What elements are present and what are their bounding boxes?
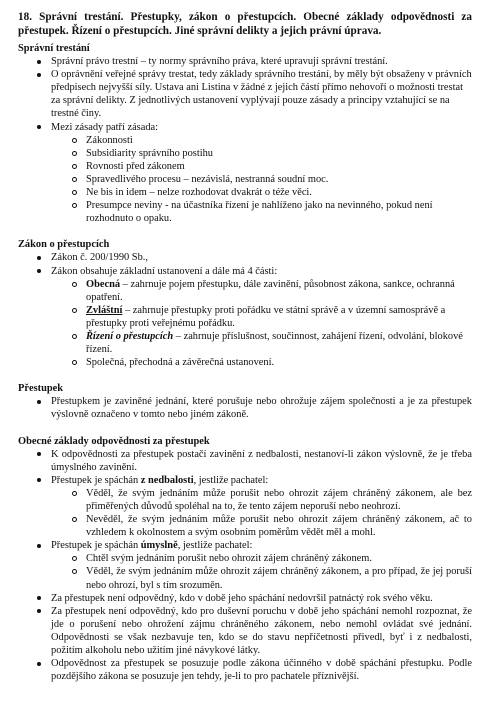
list-item [51,68,472,120]
sub-list-item [86,330,472,356]
section-heading-obecne-zaklady: Obecné základy odpovědnosti za přestupek [18,435,210,447]
sub-list-item: Ne bis in idem – nelze rozhodovat dvakrát o téže věci. [86,186,472,199]
list-item-text: , jestliže pachatel: [193,474,269,486]
sub-list-item: Rovnosti před zákonem [86,160,472,173]
emphasis-umyslne: úmyslně [140,540,178,552]
list-item [51,121,472,226]
part-label-zvlastni: Zvláštní [86,304,123,316]
list-item-text: , jestliže pachatel: [177,540,253,552]
part-text: – zahrnuje pojem přestupku, dále zavinění, působnost zákona, sankce, ochranná opatření. [86,278,455,303]
list-item-text: Zákon obsahuje základní ustanovení a dále má 4 části: [51,265,278,277]
list-item: Přestupkem je zaviněné jednání, které porušuje nebo ohrožuje zájem společnosti a je za přestupek výslovně označeno v tomto nebo jiném zákoně. [51,396,472,421]
list-item: Za přestupek není odpovědný, kdo v době jeho spáchání nedovršil patnáctý rok svého věku. [51,592,472,605]
list-item [51,474,472,539]
sub-list-item: Spravedlivého procesu – nezávislá, nestranná soudní moc. [86,173,472,186]
sub-list-nedbalost [51,487,472,539]
part-text: – zahrnuje příslušnost, součinnost, zahájení řízení, odvolání, blokové řízení. [86,330,463,356]
list-item [51,265,472,370]
page-title: 18. Správní trestání. Přestupky, zákon o přestupcích. Obecné základy odpovědnosti za přestupek. Řízení o přestupcích. Jiné správní delikty a jejich právní úprava. [18,11,472,37]
list-item-text: Přestupek je spáchán [51,474,141,486]
sub-list-item: Věděl, že svým jednáním může porušit nebo ohrozit zájem chráněný zákonem, ale bez přiměřených důvodů spoléhal na to, že tento zájem neporuší nebo neohrozí. [86,487,472,512]
list-item-text: Přestupek je spáchán [51,540,141,552]
part-label-obecna: Obecná [86,278,121,290]
sub-list-item: Presumpce neviny - na účastníka řízení je nahlíženo jako na nevinného, pokud není rozhodnuto o opaku. [86,199,472,225]
list-item-text: Správní právo trestní – ty normy správního práva, které upravují správní trestání. [51,56,388,68]
sub-list-item: Věděl, že svým jednáním může ohrozit zájem chráněný zákonem, a pro případ, že jej poruší nebo ohrozí, byl s tím srozuměn. [86,566,472,591]
section-list-zakon [16,251,472,369]
sub-list-item [86,304,472,330]
sub-list-item: Zákonnosti [86,134,472,147]
list-item [51,55,472,68]
list-item-text: Mezi zásady patří zásada: [51,121,159,133]
list-item: Zákon č. 200/1990 Sb., [51,251,472,264]
list-item: Za přestupek není odpovědný, kdo pro duševní poruchu v době jeho spáchání nemohl rozpoznat, že jde o porušení nebo ohrožení zájmu chráněného zákonem, nebo nemohl ovládat své jednání. Odpovědnosti se však nezbavuje ten, kdo se do stavu nepříčetnosti přivedl, byť i z nedbalosti, požitím alkoholu nebo užitím jiné návykové látky. [51,605,472,657]
sub-list-item: Subsidiarity správního postihu [86,147,472,160]
section-heading-spravni-trestani: Správní trestání [18,43,90,54]
list-item: K odpovědnosti za přestupek postačí zavinění z nedbalosti, nestanoví-li zákon výslovně, že je třeba úmyslného zavinění. [51,448,472,473]
sub-list-item: Společná, přechodná a závěrečná ustanovení. [86,356,472,369]
list-item: Odpovědnost za přestupek se posuzuje podle zákona účinného v době spáchání přestupku. Podle pozdějšího zákona se posuzuje jen tehdy, je-li to pro pachatele příznivější. [51,658,472,683]
sub-list-casti [51,278,472,370]
sub-list-zasady [51,134,472,226]
list-item [51,539,472,591]
sub-list-item: Chtěl svým jednáním porušit nebo ohrozit zájem chráněný zákonem. [86,552,472,565]
emphasis-nedbalost: z nedbalosti [140,474,194,486]
list-item-text: O oprávnění veřejné správy trestat, tedy základy správního trestání, by měly být obsaženy v právních předpisech nejvyšší síly. Ustava ani Listina v žádné z jejich částí přímo nehovoří o možnosti trestat za správní delikty. Z jednotlivých ustanovení vyplývají pouze zásady a principy vztahující se na trestné činy. [51,69,472,120]
sub-list-umysl [51,552,472,591]
part-text: – zahrnuje přestupky proti pořádku ve státní správě a v územní samosprávě a přestupky proti veřejnému pořádku. [86,304,446,329]
part-label-rizeni: Řízení o přestupcích [86,330,174,342]
section-list-obecne-zaklady [16,448,472,684]
section-heading-zakon-o-prestupcich: Zákon o přestupcích [18,239,110,251]
section-list-spravni-trestani [16,55,472,225]
section-heading-prestupek: Přestupek [18,383,64,395]
section-list-prestupek [16,395,472,421]
sub-list-item [86,278,472,304]
sub-list-item: Nevěděl, že svým jednáním může porušit nebo ohrozit zájem chráněný zákonem, ač to vzhledem k okolnostem a svým osobním poměrům vědět měl a mohl. [86,514,472,539]
